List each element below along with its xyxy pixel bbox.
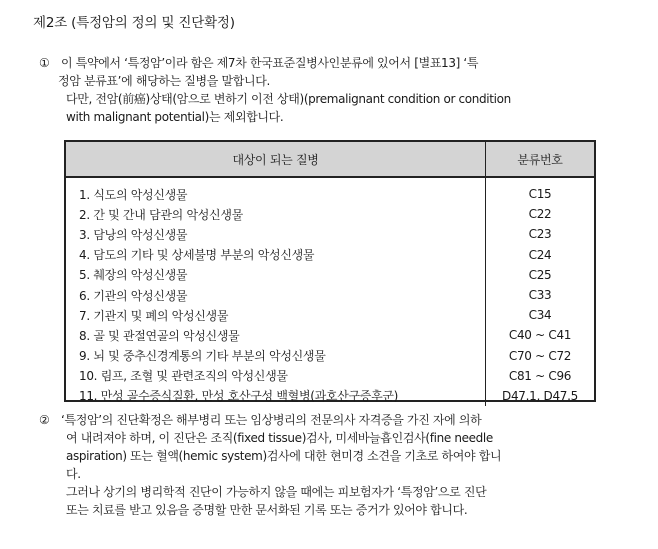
table-row xyxy=(66,224,594,244)
article-title: 제2조 (특정암의 정의 및 진단확정) xyxy=(33,15,235,31)
paragraph-2-marker: ② xyxy=(39,413,50,427)
disease-cell: 7. 기관지 및 폐의 악성신생물 xyxy=(66,305,486,325)
disease-cell: 10. 림프, 조혈 및 관련조직의 악성신생물 xyxy=(66,366,486,386)
table-row xyxy=(66,325,594,345)
code-cell: C25 xyxy=(528,267,552,282)
disease-cell: 8. 골 및 관절연골의 악성신생물 xyxy=(66,325,486,345)
code-cell: C22 xyxy=(528,207,552,222)
table-row xyxy=(66,285,594,305)
disease-cell: 4. 담도의 기타 및 상세불명 부분의 악성신생물 xyxy=(66,245,486,265)
code-cell: C70 ~ C72 xyxy=(508,348,572,363)
disease-cell: 3. 담낭의 악성신생물 xyxy=(66,224,486,244)
paragraph-2 xyxy=(39,411,501,519)
paragraph-1-line-4: with malignant potential)는 제외합니다. xyxy=(66,110,284,124)
table-row xyxy=(66,265,594,285)
code-cell: D47.1, D47.5 xyxy=(502,388,578,403)
paragraph-1 xyxy=(39,54,511,126)
table-row xyxy=(66,204,594,224)
code-cell: C33 xyxy=(528,288,552,303)
table-row xyxy=(66,245,594,265)
disease-cell: 5. 췌장의 악성신생물 xyxy=(66,265,486,285)
disease-cell: 2. 간 및 간내 담관의 악성신생물 xyxy=(66,204,486,224)
disease-cell: 9. 뇌 및 중추신경계통의 기타 부분의 악성신생물 xyxy=(66,346,486,366)
paragraph-2-line-5: 그러나 상기의 병리학적 진단이 가능하지 않을 때에는 피보험자가 ‘특정암’으로 진단 xyxy=(66,485,487,499)
code-cell: C40 ~ C41 xyxy=(508,328,572,343)
disease-cell: 1. 식도의 악성신생물 xyxy=(66,177,486,204)
disease-cell: 11. 만성 골수증식질환, 만성 호산구성 백혈병(과호산구증후군) xyxy=(66,386,486,406)
paragraph-2-line-6: 또는 치료를 받고 있음을 증명할 만한 문서화된 기록 또는 증거가 있어야 합니다. xyxy=(66,503,468,517)
paragraph-2-line-2: 여 내려져야 하며, 이 진단은 조직(fixed tissue)검사, 미세바늘흡인검사(fine needle xyxy=(66,431,493,445)
table-row xyxy=(66,177,594,204)
paragraph-2-line-4: 다. xyxy=(66,467,81,481)
table-row xyxy=(66,386,594,406)
disease-classification-table xyxy=(64,140,596,402)
paragraph-2-line-3: aspiration) 또는 혈액(hemic system)검사에 대한 현미경 소견을 기초로 하여야 합니 xyxy=(66,449,502,463)
paragraph-1-marker: ① xyxy=(39,56,50,70)
paragraph-2-line-1: ② ‘특정암’의 진단확정은 해부병리 또는 임상병리의 전문의사 자격증을 가진 자에 의하 xyxy=(39,413,482,427)
code-cell: C24 xyxy=(528,247,552,262)
code-cell: C81 ~ C96 xyxy=(508,368,572,383)
paragraph-1-line-2: 정암 분류표’에 해당하는 질병을 말합니다. xyxy=(58,74,270,88)
table-header-row xyxy=(66,142,594,177)
code-cell: C34 xyxy=(528,308,552,323)
header-disease: 대상이 되는 질병 xyxy=(66,142,486,177)
table-row xyxy=(66,346,594,366)
header-code: 분류번호 xyxy=(486,142,595,177)
disease-cell: 6. 기관의 악성신생물 xyxy=(66,285,486,305)
table-row xyxy=(66,305,594,325)
table-row xyxy=(66,366,594,386)
code-cell: C15 xyxy=(528,187,552,202)
paragraph-1-line-1: ① 이 특약에서 ‘특정암’이라 함은 제7차 한국표준질병사인분류에 있어서 [별표13] ‘특 xyxy=(39,56,479,70)
code-cell: C23 xyxy=(528,227,552,242)
paragraph-1-line-3: 다만, 전암(前癌)상태(암으로 변하기 이전 상태)(premalignant condition or condition xyxy=(66,92,511,106)
